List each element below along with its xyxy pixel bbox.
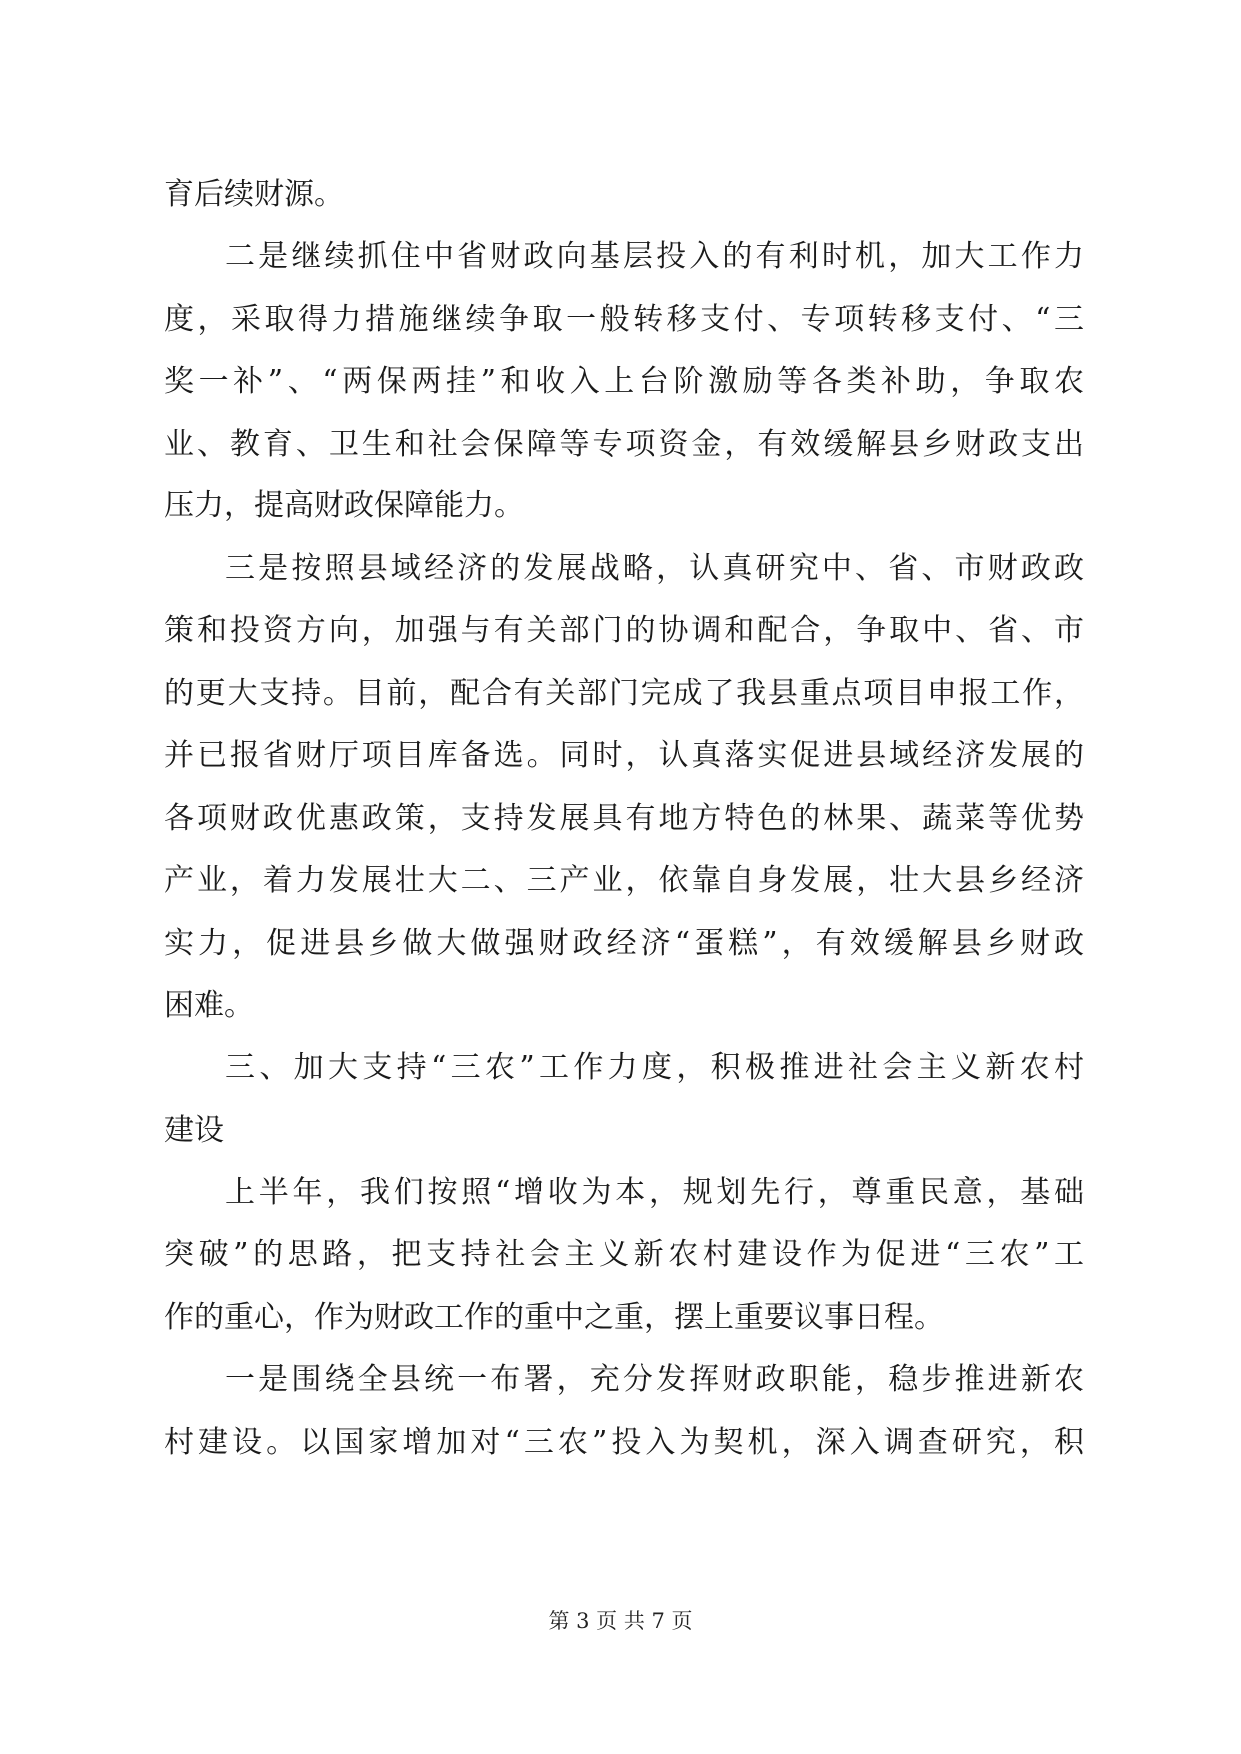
text-line: 困难。 [164,988,254,1023]
text-line: 奖一补”、“两保两挂”和收入上台阶激励等各类补助，争取农 [164,364,1084,399]
text-line: 实力，促进县乡做大做强财政经济“蛋糕”，有效缓解县乡财政 [164,926,1084,961]
text-line: 业、教育、卫生和社会保障等专项资金，有效缓解县乡财政支出 [164,427,1084,462]
text-line: 二是继续抓住中省财政向基层投入的有利时机，加大工作力 [225,239,1084,274]
text-line: 并已报省财厅项目库备选。同时，认真落实促进县域经济发展的 [164,738,1084,773]
text-line: 策和投资方向，加强与有关部门的协调和配合，争取中、省、市 [164,613,1084,648]
text-line: 建设 [164,1113,224,1148]
text-line: 各项财政优惠政策，支持发展具有地方特色的林果、蔬菜等优势 [164,801,1084,836]
text-line: 一是围绕全县统一布署，充分发挥财政职能，稳步推进新农 [225,1362,1084,1397]
text-line: 的更大支持。目前，配合有关部门完成了我县重点项目申报工作， [164,676,1084,711]
text-line: 育后续财源。 [164,177,344,212]
page-number-footer: 第 3 页 共 7 页 [548,1609,693,1633]
text-line: 突破”的思路，把支持社会主义新农村建设作为促进“三农”工 [164,1237,1084,1272]
text-line: 压力，提高财政保障能力。 [164,488,524,523]
text-line: 度，采取得力措施继续争取一般转移支付、专项转移支付、“三 [164,302,1084,337]
text-line: 产业，着力发展壮大二、三产业，依靠自身发展，壮大县乡经济 [164,863,1084,898]
text-line: 三、加大支持“三农”工作力度，积极推进社会主义新农村 [225,1050,1084,1085]
text-line: 村建设。以国家增加对“三农”投入为契机，深入调查研究，积 [164,1425,1084,1460]
text-line: 作的重心，作为财政工作的重中之重，摆上重要议事日程。 [164,1300,944,1335]
text-line: 三是按照县域经济的发展战略，认真研究中、省、市财政政 [225,551,1084,586]
text-line: 上半年，我们按照“增收为本，规划先行，尊重民意，基础 [225,1175,1084,1210]
